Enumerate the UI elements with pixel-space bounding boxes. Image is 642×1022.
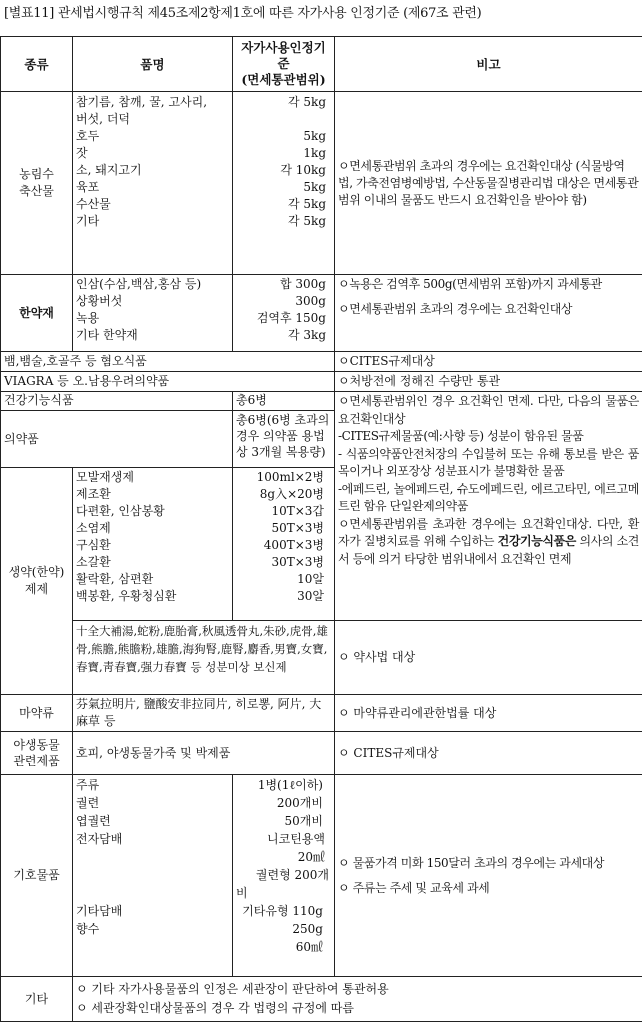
herb-kind: 한약재 (1, 275, 73, 352)
herb-note-1: ㅇ녹용은 검역후 500g(면세범위 포함)까지 과세통관 (338, 276, 639, 293)
pharma-note-4: -에페드린, 놀에페드린, 슈도에페드린, 에르고타민, 에르고메트린 함유 단일완제의약품 (338, 481, 639, 516)
header-kind: 종류 (1, 37, 73, 92)
luxury-std: 기타유형 110g (236, 902, 331, 920)
herb-items (73, 275, 233, 352)
pharma-note-5 (338, 516, 639, 569)
hanja-note: ㅇ 약사법 대상 (335, 621, 642, 695)
narcotic-note: ㅇ 마약류관리에관한법률 대상 (335, 695, 642, 732)
herb-item: 녹용 (76, 310, 229, 327)
page-title: [별표11] 관세법시행규칙 제45조제2항제1호에 따른 자가사용 인정기준 (제67조 관련) (4, 2, 481, 21)
luxury-note (335, 775, 642, 977)
agri-std: 1kg (236, 145, 326, 162)
header-item: 품명 (73, 37, 233, 92)
luxury-item: 향수 (76, 920, 229, 938)
agri-item: 호두 (76, 128, 229, 145)
bear-row (1, 352, 642, 372)
viagra-note: ㅇ처방전에 정해진 수량만 통관 (335, 372, 642, 392)
hanyak-std: 50T×3병 (236, 520, 324, 537)
hanyak-std: 400T×3병 (236, 537, 324, 554)
etc-line-1: ㅇ 기타 자가사용물품의 인정은 세관장이 판단하여 통관허용 (76, 980, 639, 999)
luxury-item: 전자담배 (76, 830, 229, 848)
bear-item: 뱀,뱀술,호골주 등 혐오식품 (1, 352, 335, 372)
luxury-row (1, 775, 642, 977)
etc-note (73, 977, 642, 1022)
pharma-note-5a: ㅇ면세통관범위를 초과한 경우에는 요건확인대상. 다만, 환자가 질병치료를 위해 수입하는 (338, 517, 639, 549)
hanyak-item: 모발재생제 (76, 469, 229, 486)
agri-item: 육포 (76, 179, 229, 196)
pharma-note-5c: 의사의 소견서 등에 의거 타당한 범위내에서 요건확인 면제 (338, 534, 639, 566)
luxury-item-spacer (76, 866, 229, 884)
herb-note-2: ㅇ면세통관범위 초과의 경우에는 요건확인대상 (338, 301, 639, 318)
viagra-item: VIAGRA 등 오.남용우려의약품 (1, 372, 335, 392)
hanyak-item: 소염제 (76, 520, 229, 537)
header-std: 자가사용인정기준 (면세통관범위) (233, 37, 335, 92)
agri-std: 각 5kg (236, 94, 326, 111)
hanyak-std: 100ml×2병 (236, 469, 324, 486)
herb-item: 상황버섯 (76, 293, 229, 310)
wildlife-note: ㅇ CITES규제대상 (335, 732, 642, 775)
standards-table (0, 36, 642, 1022)
health-row (1, 392, 642, 411)
hanyak-item: 제조환 (76, 486, 229, 503)
agri-std: 5kg (236, 179, 326, 196)
pharma-note-2: -CITES규제물품(예:사향 등) 성분이 함유된 물품 (338, 428, 639, 446)
hanyak-item: 백봉환, 우황청심환 (76, 588, 229, 605)
luxury-kind: 기호물품 (1, 775, 73, 977)
hanyak-std: 30T×3병 (236, 554, 324, 571)
hanyak-std: 10알 (236, 571, 324, 588)
wildlife-kind: 야생동물 관련제품 (1, 732, 73, 775)
luxury-std: 1병(1ℓ이하) (236, 776, 331, 794)
luxury-item-spacer (76, 848, 229, 866)
pharma-note-1: ㅇ면세통관범위인 경우 요건확인 면제. 다만, 다음의 물품은 요건확인대상 (338, 393, 639, 428)
hanyak-items (73, 468, 233, 621)
agri-kind: 농림수 축산물 (1, 92, 73, 275)
luxury-std: 궐련형 200개 (236, 866, 331, 884)
agri-row (1, 92, 642, 275)
agri-std: 각 5kg (236, 213, 326, 230)
header-row (1, 37, 642, 92)
bear-note: ㅇCITES규제대상 (335, 352, 642, 372)
wildlife-row (1, 732, 642, 775)
health-item: 건강기능식품 (1, 392, 233, 411)
herb-item: 인삼(수삼,백삼,홍삼 등) (76, 276, 229, 293)
luxury-item: 궐련 (76, 794, 229, 812)
hanyak-item: 활락환, 삼편환 (76, 571, 229, 588)
viagra-row (1, 372, 642, 392)
pharma-note-5b: 건강기능식품은 (498, 534, 576, 548)
luxury-std: 50개비 (236, 812, 331, 830)
agri-item: 참기름, 참깨, 꿀, 고사리, (76, 94, 229, 111)
etc-line-2: ㅇ 세관장확인대상물품의 경우 각 법령의 규정에 따름 (76, 999, 639, 1018)
medicine-item: 의약품 (1, 411, 233, 468)
pharma-note-3: - 식품의약품안전처장의 수입불허 또는 유해 통보를 받은 품목이거나 외포장상 성분표시가 불명확한 물품 (338, 446, 639, 481)
agri-item: 버섯, 더덕 (76, 111, 229, 128)
herb-std: 검역후 150g (236, 310, 326, 327)
hanyak-item: 구심환 (76, 537, 229, 554)
herb-row (1, 275, 642, 352)
herb-std: 합 300g (236, 276, 326, 293)
luxury-item-spacer (76, 884, 229, 902)
luxury-note-1: ㅇ 물품가격 미화 150달러 초과의 경우에는 과세대상 (338, 855, 639, 872)
agri-item: 수산물 (76, 196, 229, 213)
luxury-std: 60㎖ (236, 938, 331, 956)
agri-std: 각 10kg (236, 162, 326, 179)
agri-items (73, 92, 233, 275)
hanyak-item: 소갈환 (76, 554, 229, 571)
luxury-note-2: ㅇ 주류는 주세 및 교육세 과세 (338, 880, 639, 897)
agri-std (236, 111, 326, 128)
herb-note (335, 275, 642, 352)
hanyak-std: 10T×3갑 (236, 503, 324, 520)
agri-note: ㅇ면세통관범위 초과의 경우에는 요건확인대상 (식물방역법, 가축전염병예방법, 수산동물질병관리법 대상은 면세통관범위 이내의 물품도 반드시 요건확인을 받아야 함) (335, 92, 642, 275)
medicine-std: 총6병(6병 초과의 경우 의약품 용법상 3개월 복용량) (233, 411, 335, 468)
narcotic-item: 芬氣拉明片, 鹽酸安非拉同片, 히로뽕, 阿片, 大麻草 등 (73, 695, 335, 732)
luxury-stds (233, 775, 335, 977)
agri-item: 소, 돼지고기 (76, 162, 229, 179)
hanyak-stds (233, 468, 335, 621)
agri-item: 잣 (76, 145, 229, 162)
luxury-std: 200개비 (236, 794, 331, 812)
header-note: 비고 (335, 37, 642, 92)
hanja-item: 十全大補湯,蛇粉,鹿胎膏,秋風透骨丸,朱砂,虎骨,雄骨,熊膽,熊膽粉,雄膽,海狗腎,鹿腎,麝香,男寶,女寶,春寶,靑春寶,强力春寶 등 성분미상 보신제 (73, 621, 335, 695)
agri-std: 5kg (236, 128, 326, 145)
luxury-std: 250g (236, 920, 331, 938)
hanja-row (1, 621, 642, 695)
hanyak-kind: 생약(한약) 제제 (1, 468, 73, 695)
herb-item: 기타 한약재 (76, 327, 229, 344)
luxury-item: 주류 (76, 776, 229, 794)
luxury-item: 엽궐련 (76, 812, 229, 830)
hanyak-std: 8g入×20병 (236, 486, 324, 503)
health-std: 총6병 (233, 392, 335, 411)
narcotic-kind: 마약류 (1, 695, 73, 732)
agri-std: 각 5kg (236, 196, 326, 213)
herb-stds (233, 275, 335, 352)
luxury-std: 비 (236, 884, 331, 902)
narcotic-row (1, 695, 642, 732)
luxury-std: 20㎖ (236, 848, 331, 866)
luxury-items (73, 775, 233, 977)
agri-stds (233, 92, 335, 275)
wildlife-item: 호피, 야생동물가죽 및 박제품 (73, 732, 335, 775)
herb-std: 300g (236, 293, 326, 310)
luxury-item: 기타담배 (76, 902, 229, 920)
pharma-note (335, 392, 642, 621)
etc-row (1, 977, 642, 1022)
hanyak-item: 다편환, 인삼봉황 (76, 503, 229, 520)
etc-kind: 기타 (1, 977, 73, 1022)
agri-item: 기타 (76, 213, 229, 230)
luxury-std: 니코틴용액 (236, 830, 331, 848)
hanyak-std: 30알 (236, 588, 324, 605)
herb-std: 각 3kg (236, 327, 326, 344)
